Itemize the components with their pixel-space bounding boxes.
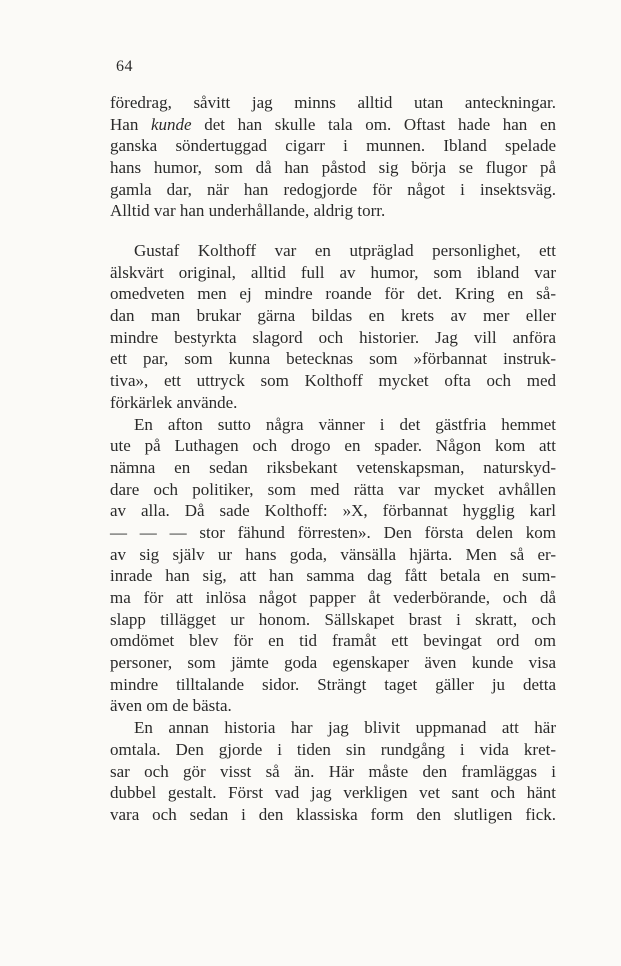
text-line: Gustaf Kolthoff var en utpräglad personlighet, ett bbox=[134, 241, 556, 260]
text-line: förkärlek använde. bbox=[110, 392, 238, 412]
text-line: inrade han sig, att han samma dag fått betala en sum- bbox=[110, 566, 556, 586]
text-line: ute på Luthagen och drogo en spader. Någon kom att bbox=[110, 436, 556, 456]
text-line: älskvärt original, alltid full av humor, som ibland var bbox=[110, 262, 556, 282]
text-line: gamla dar, när han redogjorde för något i insektsväg. bbox=[110, 179, 556, 199]
text-line: hans humor, som då han påstod sig börja se flugor på bbox=[110, 158, 556, 178]
text-line: föredrag, såvitt jag minns alltid utan anteckningar. bbox=[110, 93, 556, 112]
text-line: dubbel gestalt. Först vad jag verkligen vet sant och hänt bbox=[110, 783, 556, 803]
text-line: dan man brukar gärna bildas en krets av mer eller bbox=[110, 306, 556, 326]
text-line: — — — stor fähund förresten». Den första delen kom bbox=[110, 522, 556, 542]
text-line: vara och sedan i den klassiska form den slutligen fick. bbox=[110, 804, 556, 824]
text-line: omtala. Den gjorde i tiden sin rundgång i vida kret- bbox=[110, 739, 556, 759]
text-line: mindre tilltalande sidor. Strängt taget gäller ju detta bbox=[110, 674, 556, 694]
text-line: omdömet blev för en tid framåt ett bevingat ord om bbox=[110, 631, 556, 651]
text-line: sar och gör visst så än. Här måste den framläggas i bbox=[110, 761, 556, 781]
emphasis-text: kunde bbox=[150, 114, 192, 134]
text-line: även om de bästa. bbox=[110, 696, 232, 716]
text-line: av sig själv ur hans goda, vänsälla hjärta. Men så er- bbox=[110, 544, 556, 564]
text-line: slapp tillägget ur honom. Sällskapet brast i skratt, och bbox=[110, 609, 556, 629]
text-line: mindre bestyrkta slagord och historier. Jag vill anföra bbox=[110, 327, 556, 347]
text-line: En afton sutto några vänner i det gästfria hemmet bbox=[134, 414, 556, 434]
text-line: tiva», ett uttryck som Kolthoff mycket ofta och med bbox=[110, 371, 556, 391]
text-line: ma för att inlösa något papper åt vederbörande, och då bbox=[110, 588, 556, 607]
text-line: ganska söndertuggad cigarr i munnen. Ibland spelade bbox=[110, 136, 556, 156]
text-line: dare och politiker, som med rätta var mycket avhållen bbox=[110, 479, 556, 499]
text-line: personer, som jämte goda egenskaper även kunde visa bbox=[110, 653, 556, 673]
paragraph-2 bbox=[110, 240, 556, 826]
text-line: av alla. Då sade Kolthoff: »X, förbannat hygglig karl bbox=[110, 501, 556, 521]
text-line: Han kunde det han skulle tala om. Oftast hade han en bbox=[110, 114, 556, 134]
paragraph-1 bbox=[110, 92, 556, 222]
text-line: omedveten men ej mindre roande för det. Kring en så- bbox=[110, 284, 556, 304]
text-line: ett par, som kunna betecknas som »förbannat instruk- bbox=[110, 349, 556, 369]
text-line: Alltid var han underhållande, aldrig torr. bbox=[110, 201, 386, 221]
page-number: 64 bbox=[116, 58, 133, 75]
text-line: En annan historia har jag blivit uppmanad att här bbox=[134, 718, 556, 738]
text-line: nämna en sedan riksbekant vetenskapsman, naturskyd- bbox=[110, 457, 556, 477]
